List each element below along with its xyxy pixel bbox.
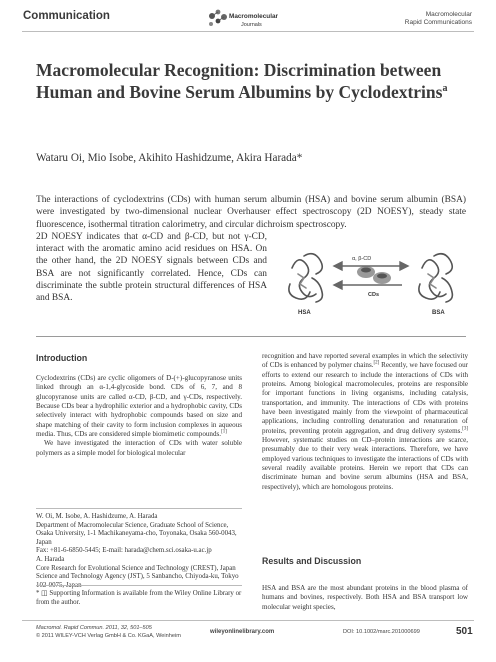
journal-name-line1: Macromolecular xyxy=(425,11,472,18)
footer-citation xyxy=(36,625,181,640)
title-footnote-mark: a xyxy=(442,83,448,95)
results-column xyxy=(262,577,468,619)
supporting-info-icon: * ◫ xyxy=(36,590,50,597)
bsa-label: BSA xyxy=(432,310,445,316)
intro-paragraph-1: Cyclodextrins (CDs) are cyclic oligomers of D-(+)-glucopyranose units linked through an α-1,4-glycoside bond. CDs of 6, 7, and 8 glucopyranose units are called α-CD, β-CD, and γ-CDs, respectively. Because CDs bear a hydrophilic exterior and a hydrophobic cavity, CDs selectively interact with hydrophobic compounds based on size and shape matching of their cavity to form inclusion complexes in aqueous media. Thus, CDs are considered simple biomimetic compounds.[1] xyxy=(36,374,242,439)
author-affiliations xyxy=(36,508,242,590)
affiliation-address-2: Core Research for Evolutional Science and Technology (CREST), Japan Science and Technology Agency (JST), 5 Sanbancho, Chiyoda-ku, Tokyo 102-0075, Japan xyxy=(36,564,239,589)
cds-label: CDs xyxy=(368,292,380,298)
molecule-logo-icon xyxy=(207,8,289,30)
hsa-protein-icon xyxy=(289,254,323,302)
author-list: Wataru Oi, Mio Isobe, Akihito Hashidzume, Akira Harada* xyxy=(36,152,303,164)
intro-paragraph-3: recognition and have reported several examples in which the selectivity of CDs is enhanced by polymer chains.[2] Recently, we have focused our efforts to extend our research to include the interactions of CDs with proteins. Among biological macromolecules, proteins are responsible for important functions in living organisms, including catalysis, transportation, and immunity. The interactions of CDs with proteins have been investigated mainly from the viewpoint of pharmaceutical applications, including controlling denaturation and renaturation of proteins, preventing protein aggregation, and drug delivery systems.[3] However, systematic studies on CD–protein interactions are scarce, presumably due to their very weak interactions. Therefore, we have employed various techniques to investigate the interactions of CDs with several readily available proteins. Herein we report that CDs can discriminate human and bovine serum albumins (HSA and BSA, respectively), which are homologous proteins. xyxy=(262,352,469,491)
cd-label: α, β-CD xyxy=(352,256,372,262)
footer-journal-citation: Macromol. Rapid Commun. 2011, 32, 501–505 xyxy=(36,625,152,631)
svg-text:Macromolecular: Macromolecular xyxy=(229,13,279,20)
protein-recognition-figure xyxy=(282,238,468,318)
abstract-divider xyxy=(36,336,466,337)
intro-column-left xyxy=(36,374,242,458)
supporting-info-note: * ◫ Supporting Information is available from the Wiley Online Library or from the author. xyxy=(36,585,242,607)
journal-name xyxy=(405,11,472,27)
abstract-text-wide: The interactions of cyclodextrins (CDs) with human serum albumin (HSA) and bovine serum albumin (BSA) were investigated by two-dimensional nuclear Overhauser effect spectroscopy (2D NOESY), steady state fluorescence, isothermal titration calorimetry, and circular dichroism spectroscopy. xyxy=(36,195,466,230)
journal-name-line2: Rapid Communications xyxy=(404,19,472,26)
footer-doi: DOI: 10.1002/marc.201000699 xyxy=(343,629,420,635)
article-title: Macromolecular Recognition: Discrimination between Human and Bovine Serum Albumins by Cyclodextrins$^a$ xyxy=(36,60,448,102)
footer-url-link[interactable]: wileyonlinelibrary.com xyxy=(210,629,275,635)
header-divider xyxy=(22,31,474,32)
footer-copyright: © 2011 WILEY-VCH Verlag GmbH & Co. KGaA, Weinheim xyxy=(36,632,181,639)
intro-paragraph-2: We have investigated the interaction of CDs with water soluble polymers as a simple model for biological molecular xyxy=(36,439,242,457)
affiliation-names-2: A. Harada xyxy=(36,555,65,563)
intro-column-right xyxy=(262,352,468,492)
affiliation-address-1: Department of Macromolecular Science, Graduate School of Science, Osaka University, 1-1 Machikaneyama-cho, Toyonaka, Osaka 560-0043, Japan xyxy=(36,521,237,546)
introduction-heading: Introduction xyxy=(36,353,88,363)
bsa-protein-icon xyxy=(419,254,453,302)
journal-logo xyxy=(207,8,289,30)
section-label: Communication xyxy=(23,10,110,22)
affiliation-contact: Fax: +81-6-6850-5445; E-mail: harada@chem.sci.osaka-u.ac.jp xyxy=(36,547,212,555)
cyclodextrin-icon xyxy=(357,266,391,284)
svg-text:Journals: Journals xyxy=(241,22,262,28)
results-paragraph-1: HSA and BSA are the most abundant proteins in the blood plasma of humans and bovines, respectively. Both HSA and BSA transport low molecular weight species, xyxy=(262,584,468,611)
affiliation-names-1: W. Oi, M. Isobe, A. Hashidzume, A. Harada xyxy=(36,513,158,520)
abstract-text-narrow: 2D NOESY indicates that α-CD and β-CD, but not γ-CD, interact with the aromatic amino acid residues on HSA. On the other hand, the 2D NOESY signals between CDs and BSA are not significantly correlated. Hence, CDs can discriminate the subtle protein structural differences of HSA and BSA. xyxy=(36,231,267,304)
results-heading: Results and Discussion xyxy=(262,556,362,566)
footer-divider xyxy=(22,620,474,621)
page-number: 501 xyxy=(456,626,473,637)
hsa-label: HSA xyxy=(298,310,311,316)
toc-graphic xyxy=(282,238,468,318)
